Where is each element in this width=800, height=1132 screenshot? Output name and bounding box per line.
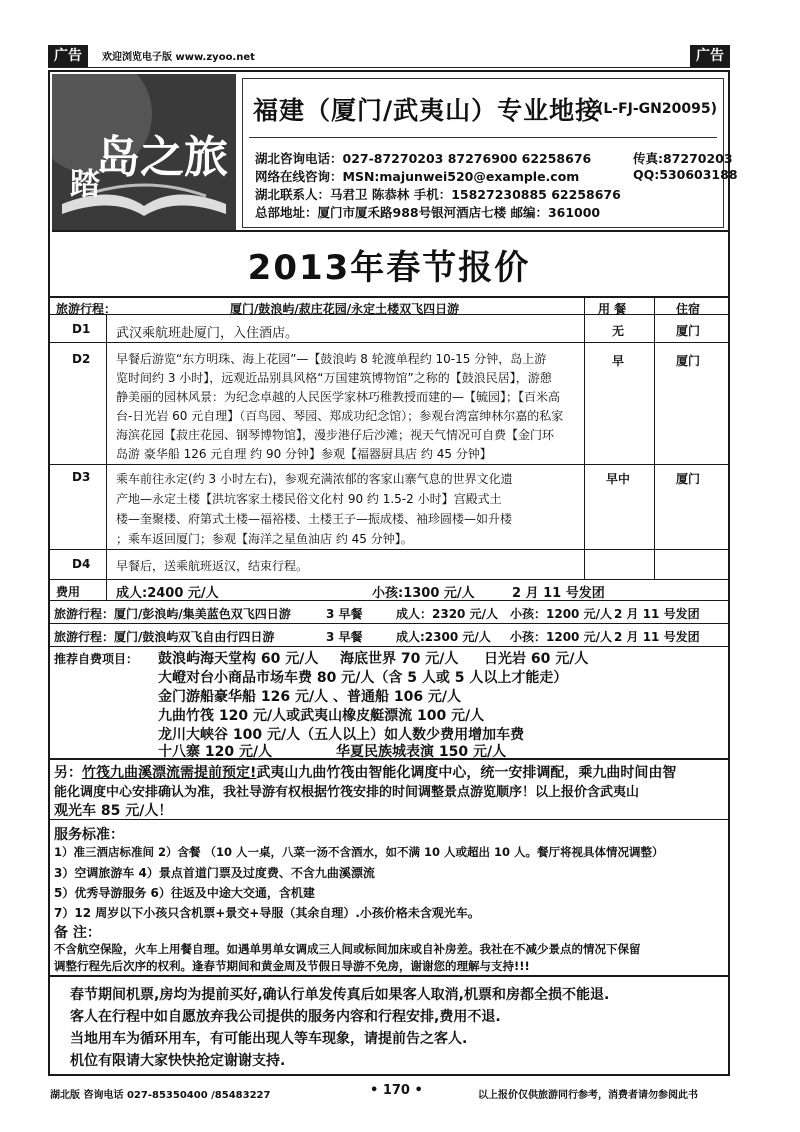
alt-meal: 3 早餐 [326,607,363,621]
fax-text: 传真:87270203 [633,151,733,166]
day-label: D4 [72,557,91,571]
service-line: 1）准三酒店标准间 2）含餐 （10 人一桌，八菜一汤不含酒水，如不满 10 人或超出 10 人。餐厅将视具体情况调整） [54,845,664,859]
divider [249,137,717,138]
logo-graphic [52,74,236,230]
bottom-note: 机位有限请大家快快抢定谢谢支持. [70,1053,286,1069]
top-header-bar [48,45,730,68]
day-label: D1 [72,322,91,336]
advertiser-box [52,74,738,232]
day-label: D3 [72,470,91,484]
service-line: 3）空调旅游车 4）景点首道门票及过度费、不含九曲溪漂流 [54,866,375,880]
footer-right: 以上报价仅供旅游同行参考，消费者请勿参阅此书 [478,1090,698,1101]
itinerary-line: 台-日光岩 60 元自理】（百鸟园、琴园、郑成功纪念馆）；参观台湾富绅林尔嘉的私家 [116,409,564,423]
optional-label: 推荐自费项目： [54,652,139,666]
itinerary-line: 乘车前往永定(约 3 小时左右)，参观充满浓郁的客家山寨气息的世界文化遗 [116,472,513,486]
alt-adult: 成人:2300 元/人 [396,630,491,644]
alt-meal: 3 早餐 [326,630,363,644]
ad-badge-left: 广告 [48,45,88,67]
qq-text: QQ:530603188 [633,167,738,182]
table-top-rule [50,296,728,298]
meal-cell: 早 [612,354,625,368]
note-line: 观光车 85 元/人！ [54,803,173,819]
stay-cell: 厦门 [676,472,701,486]
fee-date: 2 月 11 号发团 [512,586,605,601]
note-line [54,762,676,782]
phone-text: 湖北咨询电话：027-87270203 87276900 62258676 [255,151,592,166]
bottom-note: 客人在行程中如自愿放弃我公司提供的服务内容和行程安排,费用不退. [70,1009,501,1025]
itinerary-line: 武汉乘航班赴厦门，入住酒店。 [116,326,299,341]
meal-header: 用 餐 [598,302,627,316]
stay-header: 住宿 [676,302,701,316]
stay-cell: 厦门 [676,324,701,338]
optional-item: 日光岩 60 元/人 [484,651,589,667]
meal-cell: 早中 [606,472,631,486]
service-title: 服务标准： [54,827,124,843]
day-label: D2 [72,352,91,366]
logo-subtext: 踏 [70,167,100,202]
itinerary-line: 产地—永定土楼【洪坑客家土楼民俗文化村 90 约 1.5-2 小时】宫殿式土 [116,492,502,506]
license-number: (L-FJ-GN20095) [596,101,717,117]
agency-title: 福建（厦门/武夷山）专业地接 [253,96,602,125]
alt-child: 小孩：1200 元/人 [510,630,612,644]
remark-line: 不含航空保险，火车上用餐自理。如遇单男单女调成三人间或标间加床或自补房差。我社在不减少景点的情况下保留 [54,942,641,956]
fee-adult: 成人:2400 元/人 [116,586,219,601]
note-underlined: 竹筏九曲溪漂流需提前预定! [82,765,257,781]
optional-item: 华夏民族城表演 150 元/人 [336,744,507,760]
row-rule [50,549,728,550]
row-rule [50,646,728,647]
col-rule [106,314,107,600]
page-title: 2013年春节报价 [247,248,531,288]
note-line: 能化调度中心安排确认为准，我社导游有权根据竹筏安排的时间调整景点游览顺序！以上报价含武夷山 [54,785,640,800]
itinerary-line: 静美丽的园林风景：为纪念卓越的人民医学家林巧稚教授而建的—【毓园】；【百米高 [116,390,561,404]
footer-left: 湖北版 咨询电话 027-85350400 /85483227 [50,1090,271,1101]
note-prefix: 另： [54,765,82,781]
alt-date: 2 月 11 号发团 [614,607,700,621]
bottom-note: 春节期间机票,房均为提前买好,确认行单发传真后如果客人取消,机票和房都全损不能退. [70,987,610,1003]
itinerary-line: 海滨花园【菽庄花园、钢琴博物馆】，漫步港仔后沙滩；视天气情况可自费【金门环 [116,428,555,442]
alt-route: 旅游行程：厦门/彭浪屿/集美蓝色双飞四日游 [54,607,291,621]
bottom-note: 当地用车为循环用车，有可能出现人等车现象，请提前告之客人. [70,1031,468,1047]
remark-line: 调整行程先后次序的权利。逢春节期间和黄金周及节假日导游不免房，谢谢您的理解与支持!!! [54,959,530,973]
row-rule [50,975,728,977]
browse-text: 欢迎浏览电子版 www.zyoo.net [102,52,255,63]
optional-item: 鼓浪屿海天堂构 60 元/人 [158,651,319,667]
contact-line-1 [255,149,733,167]
itinerary-line: 早餐后游览“东方明珠、海上花园”—【鼓浪屿 8 轮渡单程约 10-15 分钟，岛上游 [116,352,547,366]
ad-badge-right: 广告 [690,45,730,67]
optional-item: 大嶝对台小商品市场车费 80 元/人（含 5 人或 5 人以上才能走） [158,670,568,686]
page-number: • 170 • [370,1083,423,1098]
meal-cell: 无 [612,324,625,338]
note-text: 武夷山九曲竹筏由智能化调度中心，统一安排调配，乘九曲时间由智 [256,765,677,781]
route-label: 旅游行程： [56,302,117,316]
route-name: 厦门/鼓浪屿/菽庄花园/永定土楼双飞四日游 [230,302,460,316]
row-rule [50,623,728,624]
contact-line-3: 湖北联系人：马君卫 陈恭林 手机：15827230885 62258676 [255,187,621,202]
agency-info [242,78,738,228]
optional-item: 龙川大峡谷 100 元/人（五人以上）如人数少费用增加车费 [158,727,525,743]
optional-item: 十八寨 120 元/人 [158,744,273,760]
service-line: 5）优秀导游服务 6）往返及中途大交通，含机建 [54,886,315,900]
service-line: 7）12 周岁以下小孩只含机票+景交+导服（其余自理）.小孩价格未含观光车。 [54,906,480,920]
alt-route: 旅游行程：厦门/鼓浪屿双飞自由行四日游 [54,630,275,644]
stay-cell: 厦门 [676,354,701,368]
fee-label: 费用 [56,585,81,599]
contact-line-4: 总部地址：厦门市厦禾路988号银河酒店七楼 邮编：361000 [255,205,601,220]
logo-text: 岛之旅 [96,132,228,183]
contact-line-2 [255,167,738,185]
row-rule [50,342,728,343]
alt-child: 小孩：1200 元/人 [510,607,612,621]
itinerary-line: 岛游 豪华船 126 元自理 约 90 分钟】参观【福器厨具店 约 45 分钟】 [116,447,492,461]
ad-frame [48,70,738,1076]
brand-logo [52,74,236,230]
itinerary-line: ；乘车返回厦门；参观【海洋之星鱼油店 约 45 分钟】。 [116,532,413,546]
alt-date: 2 月 11 号发团 [614,630,700,644]
optional-item: 九曲竹筏 120 元/人或武夷山橡皮艇漂流 100 元/人 [158,708,485,724]
optional-item: 金门游船豪华船 126 元/人 、普通船 106 元/人 [158,689,462,705]
col-rule [654,296,655,579]
alt-adult: 成人：2320 元/人 [396,607,498,621]
itinerary-line: 早餐后，送乘航班返汉，结束行程。 [116,559,309,573]
row-rule [50,464,728,465]
optional-item: 海底世界 70 元/人 [340,651,459,667]
fee-child: 小孩:1300 元/人 [372,586,475,601]
remark-title: 备 注： [54,925,101,941]
itinerary-line: 览时间约 3 小时】，远观近品别具风格“万国建筑博物馆”之称的【鼓浪民居】，游憩 [116,371,552,385]
msn-text: 网络在线咨询：MSN:majunwei520@example.com [255,169,580,184]
itinerary-line: 楼—奎聚楼、府第式土楼—福裕楼、土楼王子—振成楼、袖珍圆楼—如升楼 [116,512,513,526]
row-rule [50,579,728,580]
col-rule [584,296,585,579]
